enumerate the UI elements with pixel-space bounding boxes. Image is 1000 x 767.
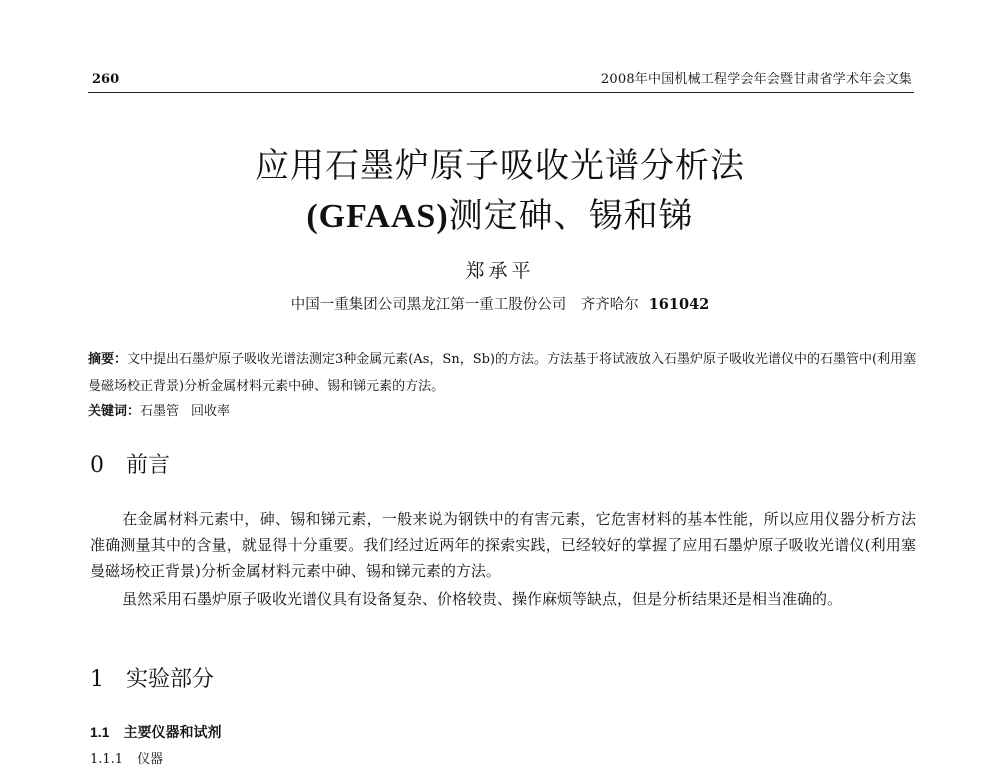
subsubsection-title: 仪器 [137,752,164,767]
page-number: 260 [92,72,120,87]
subsection-heading-1-1 [90,722,221,742]
section-number: 1 [90,667,104,692]
title-abbreviation: (GFAAS) [306,198,449,235]
author-name: 郑承平 [465,260,535,282]
subsection-title: 主要仪器和试剂 [123,724,222,740]
keyword: 石墨管 [140,404,180,419]
journal-title: 2008年中国机械工程学会年会暨甘肃省学术年会文集 [600,72,912,87]
keywords-label: 关键词： [88,404,141,419]
paragraph-text: 虽然采用石墨炉原子吸收光谱仪具有设备复杂、价格较贵、操作麻烦等缺点，但是分析结果还是相当准确的。 [122,590,843,608]
section-heading-1 [90,662,214,693]
section-title: 前言 [126,453,171,478]
subsubsection-number: 1.1.1 [90,752,124,767]
running-header [88,68,914,93]
section-heading-0 [90,448,170,479]
affiliation-postcode: 161042 [648,296,710,313]
abstract-label: 摘要： [88,352,128,367]
subsection-number: 1.1 [90,724,110,740]
abstract-text: 文中提出石墨炉原子吸收光谱法测定3种金属元素(As，Sn，Sb)的方法。方法基于将试液放入石墨炉原子吸收光谱仪中的石墨管中(利用塞曼磁场校正背景)分析金属材料元素中砷、锡和锑元素的方法。 [88,352,917,394]
paper-title-line-2 [0,188,1000,237]
paper-title-line-1: 应用石墨炉原子吸收光谱分析法 [255,146,745,186]
abstract [88,346,918,400]
body-paragraph-1 [90,506,916,584]
section-title: 实验部分 [126,667,215,692]
keywords [88,400,918,424]
title-subject: 测定砷、锡和锑 [448,196,694,236]
paragraph-text: 在金属材料元素中，砷、锡和锑元素，一般来说为钢铁中的有害元素，它危害材料的基本性能，所以应用仪器分析方法准确测量其中的含量，就显得十分重要。我们经过近两年的探索实践，已经较好的掌握了应用石墨炉原子吸收光谱仪(利用塞曼磁场校正背景)分析金属材料元素中砷、锡和锑元素的方法。 [90,510,916,580]
keyword: 回收率 [191,404,231,419]
affiliation [0,293,1000,314]
body-paragraph-2 [90,586,916,612]
section-number: 0 [90,453,104,478]
affiliation-org: 中国一重集团公司黑龙江第一重工股份公司 齐齐哈尔 [290,297,639,313]
subsubsection-heading-1-1-1 [90,748,163,767]
